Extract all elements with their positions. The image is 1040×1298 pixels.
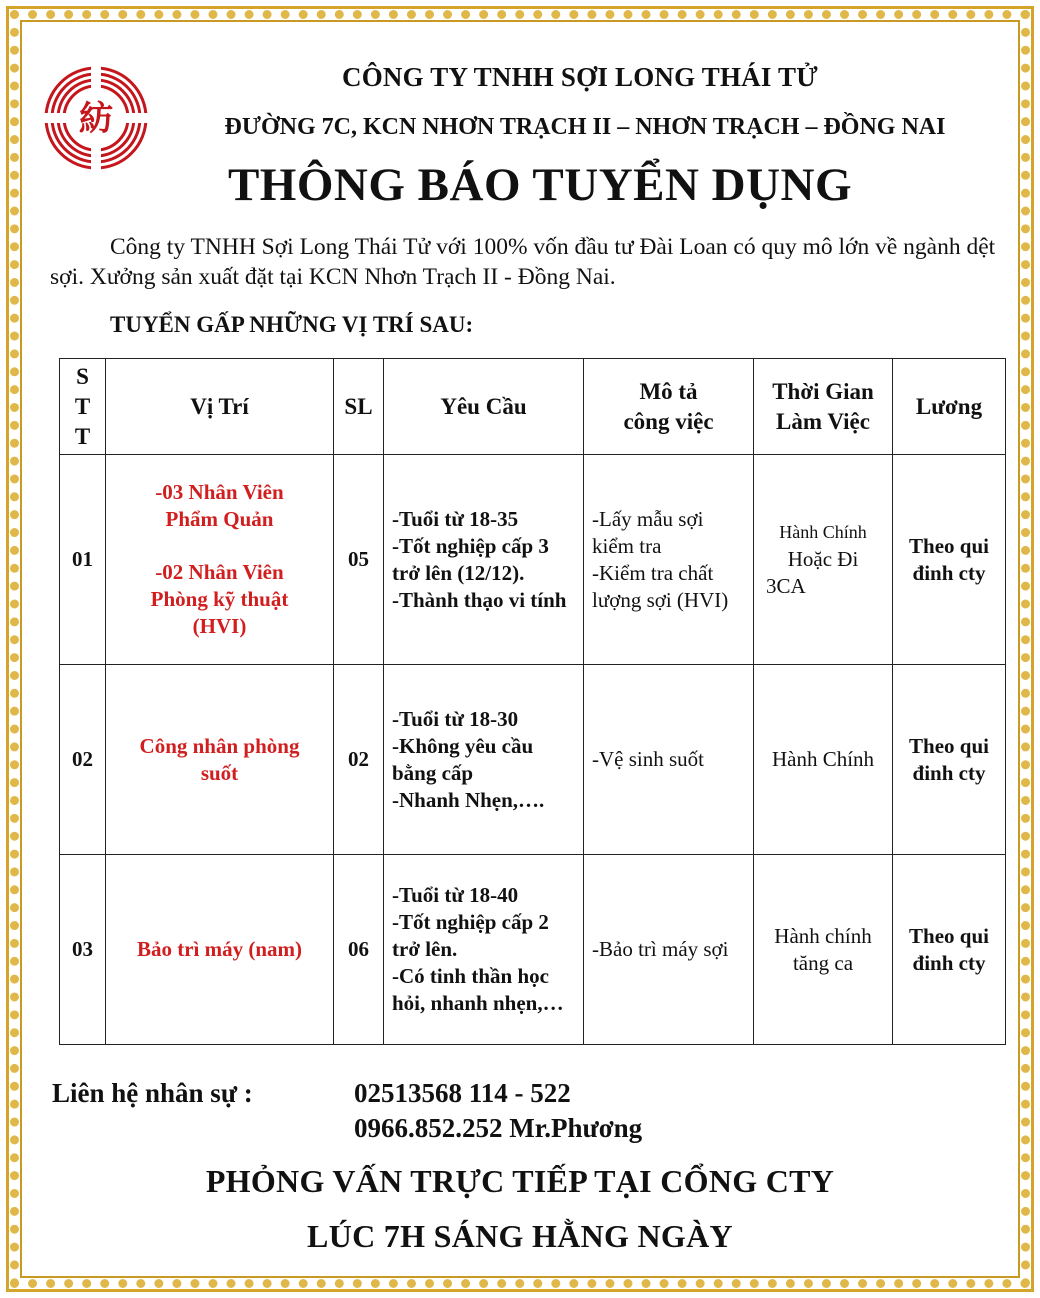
table-row (60, 665, 1006, 855)
header-position: Vị Trí (106, 359, 334, 455)
table-row (60, 455, 1006, 665)
row-qty: 05 (334, 455, 384, 665)
row-hours: Hành Chính (754, 665, 893, 855)
row-position: Công nhân phòng suốt (106, 665, 334, 855)
urgent-heading: TUYỂN GẤP NHỮNG VỊ TRÍ SAU: (110, 312, 474, 337)
job-table (59, 358, 1006, 1045)
company-logo (44, 66, 148, 170)
row-position: -03 Nhân Viên Phẩm Quản -02 Nhân Viên Phòng kỹ thuật (HVI) (106, 455, 334, 665)
row-position: Bảo trì máy (nam) (106, 855, 334, 1045)
interview-time: LÚC 7H SÁNG HẰNG NGÀY (307, 1218, 733, 1254)
header-description: Mô tả công việc (584, 359, 754, 455)
row-requirements: -Tuổi từ 18-35 -Tốt nghiệp cấp 3 trở lên (12/12). -Thành thạo vi tính (384, 455, 584, 665)
row-qty: 02 (334, 665, 384, 855)
row-salary: Theo qui đinh cty (893, 855, 1006, 1045)
contact-label: Liên hệ nhân sự : (52, 1078, 253, 1108)
header-qty: SL (334, 359, 384, 455)
table-row (60, 855, 1006, 1045)
company-address: ĐƯỜNG 7C, KCN NHƠN TRẠCH II – NHƠN TRẠCH – ĐỒNG NAI (224, 114, 946, 140)
contact-phone-office: 02513568 114 - 522 (354, 1078, 571, 1108)
row-description: -Lấy mẫu sợi kiểm tra -Kiểm tra chất lượng sợi (HVI) (584, 455, 754, 665)
row-description: -Vệ sinh suốt (584, 665, 754, 855)
row-hours: Hành Chính Hoặc Đi 3CA (754, 455, 893, 665)
row-stt: 02 (60, 665, 106, 855)
header-stt: S T T (60, 359, 106, 455)
intro-paragraph: Công ty TNHH Sợi Long Thái Tử với 100% vốn đầu tư Đài Loan có quy mô lớn về ngành dệt sợi. Xưởng sản xuất đặt tại KCN Nhơn Trạch II - Đồng Nai. (50, 234, 996, 290)
header-hours: Thời Gian Làm Việc (754, 359, 893, 455)
row-qty: 06 (334, 855, 384, 1045)
row-requirements: -Tuổi từ 18-30 -Không yêu cầu bằng cấp -Nhanh Nhẹn,…. (384, 665, 584, 855)
row-stt: 03 (60, 855, 106, 1045)
page-title: THÔNG BÁO TUYỂN DỤNG (227, 159, 853, 211)
header-requirements: Yêu Cầu (384, 359, 584, 455)
header-salary: Lương (893, 359, 1006, 455)
interview-location: PHỎNG VẤN TRỰC TIẾP TẠI CỔNG CTY (205, 1163, 835, 1199)
logo-glyph: 紡 (79, 99, 113, 139)
row-requirements: -Tuổi từ 18-40 -Tốt nghiệp cấp 2 trở lên. -Có tinh thần học hỏi, nhanh nhẹn,… (384, 855, 584, 1045)
row-salary: Theo qui đinh cty (893, 455, 1006, 665)
company-name: CÔNG TY TNHH SỢI LONG THÁI TỬ (342, 62, 818, 92)
contact-phone-mobile: 0966.852.252 Mr.Phương (354, 1113, 643, 1143)
row-salary: Theo qui đinh cty (893, 665, 1006, 855)
table-header-row (60, 359, 1006, 455)
row-description: -Bảo trì máy sợi (584, 855, 754, 1045)
row-hours: Hành chính tăng ca (754, 855, 893, 1045)
row-stt: 01 (60, 455, 106, 665)
